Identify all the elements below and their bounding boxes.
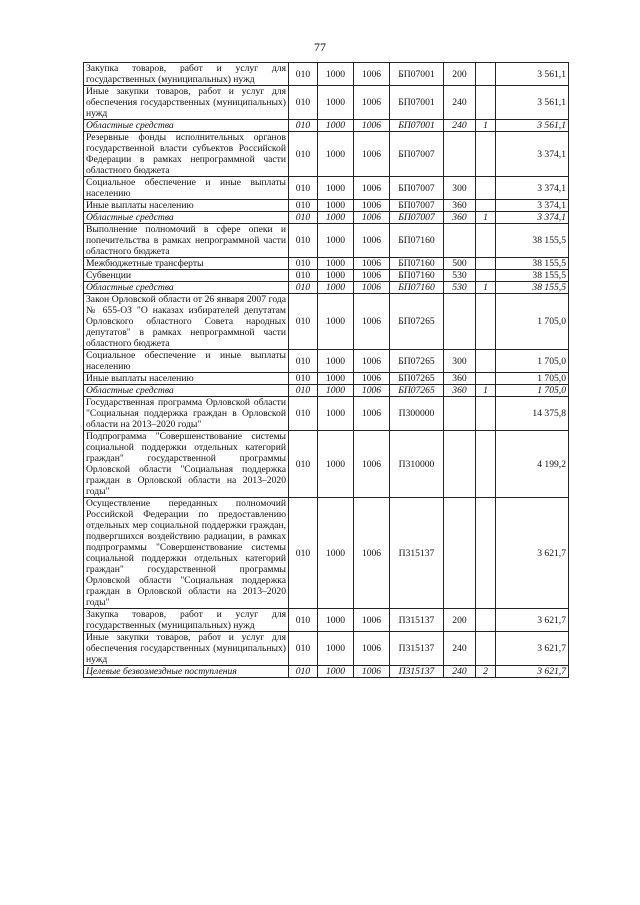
amount: 1 705,0 [496,373,569,385]
amount: 38 155,5 [496,282,569,294]
section-code: 1000 [318,385,354,397]
row-name: Иные закупки товаров, работ и услуг для обеспечения государственных (муниципальных) нужд [84,86,289,120]
expense-type-code: 240 [444,666,476,678]
expense-type-code [444,132,476,177]
expense-type-code: 300 [444,177,476,200]
expense-type-code: 200 [444,609,476,632]
table-row [84,373,569,385]
funding-source-code [476,632,496,666]
funding-source-code [476,258,496,270]
table-row [84,385,569,397]
amount: 3 621,7 [496,632,569,666]
table-row [84,200,569,212]
row-name: Иные выплаты населению [84,373,289,385]
row-name: Иные закупки товаров, работ и услуг для обеспечения государственных (муниципальных) нужд [84,632,289,666]
funding-source-code [476,609,496,632]
expense-type-code [444,397,476,431]
target-article-code: БП07007 [390,200,444,212]
section-code: 1000 [318,294,354,350]
row-name: Субвенции [84,270,289,282]
section-code: 1000 [318,86,354,120]
amount: 3 374,1 [496,132,569,177]
funding-source-code [476,397,496,431]
section-code: 1000 [318,63,354,86]
expense-type-code: 530 [444,270,476,282]
target-article-code: БП07160 [390,224,444,258]
row-name: Закон Орловской области от 26 января 2007 года № 655-ОЗ "О наказах избирателей депутатам Орловского областного Совета народных депутатов" в рамках непрограммной части областного бюджета [84,294,289,350]
row-name: Осуществление переданных полномочий Российской Федерации по предоставлению отдельных мер социальной поддержки граждан, подвергшихся воздействию радиации, в рамках подпрограммы "Совершенствование системы социальной поддержки отдельных категорий граждан" государственной программы Орловской области "Социальная поддержка граждан в Орловской области на 2013–2020 годы" [84,498,289,609]
funding-source-code [476,350,496,373]
expense-type-code [444,498,476,609]
target-article-code: П315137 [390,632,444,666]
target-article-code: БП07160 [390,270,444,282]
funding-source-code [476,270,496,282]
ministry-code: 010 [289,63,318,86]
ministry-code: 010 [289,350,318,373]
row-name: Закупка товаров, работ и услуг для государственных (муниципальных) нужд [84,609,289,632]
amount: 3 561,1 [496,86,569,120]
table-row [84,86,569,120]
budget-table [83,62,569,678]
expense-type-code: 360 [444,212,476,224]
section-code: 1000 [318,200,354,212]
subsection-code: 1006 [354,294,390,350]
section-code: 1000 [318,632,354,666]
table-row [84,270,569,282]
row-name: Выполнение полномочий в сфере опеки и попечительства в рамках непрограммной части областного бюджета [84,224,289,258]
table-row [84,397,569,431]
target-article-code: БП07001 [390,86,444,120]
row-name: Социальное обеспечение и иные выплаты населению [84,177,289,200]
target-article-code: БП07160 [390,258,444,270]
funding-source-code [476,63,496,86]
target-article-code: БП07265 [390,294,444,350]
subsection-code: 1006 [354,282,390,294]
funding-source-code [476,86,496,120]
subsection-code: 1006 [354,397,390,431]
target-article-code: П315137 [390,498,444,609]
expense-type-code: 240 [444,120,476,132]
ministry-code: 010 [289,632,318,666]
table-row [84,63,569,86]
target-article-code: БП07160 [390,282,444,294]
amount: 1 705,0 [496,294,569,350]
expense-type-code: 300 [444,350,476,373]
table-row [84,120,569,132]
subsection-code: 1006 [354,431,390,498]
amount: 38 155,5 [496,270,569,282]
amount: 3 621,7 [496,666,569,678]
amount: 4 199,2 [496,431,569,498]
table-row [84,431,569,498]
section-code: 1000 [318,132,354,177]
target-article-code: БП07007 [390,132,444,177]
target-article-code: БП07007 [390,212,444,224]
funding-source-code [476,294,496,350]
section-code: 1000 [318,350,354,373]
section-code: 1000 [318,224,354,258]
expense-type-code: 360 [444,200,476,212]
row-name: Социальное обеспечение и иные выплаты населению [84,350,289,373]
section-code: 1000 [318,609,354,632]
target-article-code: П310000 [390,431,444,498]
funding-source-code [476,224,496,258]
target-article-code: БП07001 [390,120,444,132]
table-row [84,212,569,224]
ministry-code: 010 [289,270,318,282]
target-article-code: БП07007 [390,177,444,200]
expense-type-code: 200 [444,63,476,86]
amount: 3 621,7 [496,498,569,609]
subsection-code: 1006 [354,212,390,224]
section-code: 1000 [318,270,354,282]
section-code: 1000 [318,666,354,678]
expense-type-code: 500 [444,258,476,270]
row-name: Подпрограмма "Совершенствование системы социальной поддержки отдельных категорий граждан" государственной программы Орловской области "Социальная поддержка граждан в Орловской области на 2013–2020 годы" [84,431,289,498]
amount: 38 155,5 [496,224,569,258]
row-name: Иные выплаты населению [84,200,289,212]
section-code: 1000 [318,397,354,431]
ministry-code: 010 [289,498,318,609]
funding-source-code [476,373,496,385]
ministry-code: 010 [289,282,318,294]
table-row [84,294,569,350]
funding-source-code [476,498,496,609]
amount: 3 561,1 [496,63,569,86]
subsection-code: 1006 [354,666,390,678]
expense-type-code: 530 [444,282,476,294]
funding-source-code: 1 [476,212,496,224]
expense-type-code: 240 [444,632,476,666]
table-row [84,632,569,666]
section-code: 1000 [318,373,354,385]
target-article-code: П300000 [390,397,444,431]
target-article-code: БП07265 [390,385,444,397]
amount: 3 374,1 [496,200,569,212]
row-name: Областные средства [84,385,289,397]
target-article-code: П315137 [390,666,444,678]
row-name: Закупка товаров, работ и услуг для государственных (муниципальных) нужд [84,63,289,86]
amount: 1 705,0 [496,350,569,373]
table-row [84,350,569,373]
table-row [84,498,569,609]
subsection-code: 1006 [354,373,390,385]
amount: 1 705,0 [496,385,569,397]
page-number: 77 [314,40,326,54]
table-row [84,224,569,258]
expense-type-code [444,224,476,258]
table-row [84,177,569,200]
amount: 3 374,1 [496,177,569,200]
amount: 3 621,7 [496,609,569,632]
subsection-code: 1006 [354,350,390,373]
expense-type-code: 360 [444,373,476,385]
ministry-code: 010 [289,132,318,177]
ministry-code: 010 [289,373,318,385]
amount: 14 375,8 [496,397,569,431]
ministry-code: 010 [289,86,318,120]
section-code: 1000 [318,212,354,224]
ministry-code: 010 [289,200,318,212]
ministry-code: 010 [289,431,318,498]
section-code: 1000 [318,498,354,609]
ministry-code: 010 [289,294,318,350]
ministry-code: 010 [289,224,318,258]
ministry-code: 010 [289,385,318,397]
subsection-code: 1006 [354,86,390,120]
ministry-code: 010 [289,212,318,224]
ministry-code: 010 [289,397,318,431]
section-code: 1000 [318,120,354,132]
row-name: Резервные фонды исполнительных органов государственной власти субъектов Российской Федерации в рамках непрограммной части областного бюджета [84,132,289,177]
ministry-code: 010 [289,258,318,270]
table-row [84,609,569,632]
table-body [84,63,569,678]
expense-type-code [444,294,476,350]
amount: 3 374,1 [496,212,569,224]
subsection-code: 1006 [354,63,390,86]
subsection-code: 1006 [354,200,390,212]
subsection-code: 1006 [354,177,390,200]
ministry-code: 010 [289,120,318,132]
subsection-code: 1006 [354,120,390,132]
subsection-code: 1006 [354,258,390,270]
funding-source-code [476,132,496,177]
subsection-code: 1006 [354,632,390,666]
table-row [84,666,569,678]
expense-type-code [444,431,476,498]
subsection-code: 1006 [354,270,390,282]
subsection-code: 1006 [354,609,390,632]
target-article-code: БП07265 [390,373,444,385]
row-name: Областные средства [84,282,289,294]
ministry-code: 010 [289,609,318,632]
row-name: Целевые безвозмездные поступления [84,666,289,678]
row-name: Областные средства [84,212,289,224]
ministry-code: 010 [289,666,318,678]
section-code: 1000 [318,282,354,294]
table-row [84,282,569,294]
target-article-code: БП07265 [390,350,444,373]
subsection-code: 1006 [354,132,390,177]
row-name: Областные средства [84,120,289,132]
ministry-code: 010 [289,177,318,200]
funding-source-code [476,431,496,498]
section-code: 1000 [318,431,354,498]
amount: 38 155,5 [496,258,569,270]
row-name: Государственная программа Орловской области "Социальная поддержка граждан в Орловской области на 2013–2020 годы" [84,397,289,431]
table-row [84,258,569,270]
subsection-code: 1006 [354,224,390,258]
funding-source-code: 1 [476,282,496,294]
row-name: Межбюджетные трансферты [84,258,289,270]
expense-type-code: 360 [444,385,476,397]
funding-source-code: 1 [476,120,496,132]
subsection-code: 1006 [354,385,390,397]
target-article-code: БП07001 [390,63,444,86]
funding-source-code [476,200,496,212]
table-row [84,132,569,177]
funding-source-code: 1 [476,385,496,397]
section-code: 1000 [318,177,354,200]
funding-source-code: 2 [476,666,496,678]
subsection-code: 1006 [354,498,390,609]
amount: 3 561,1 [496,120,569,132]
target-article-code: П315137 [390,609,444,632]
funding-source-code [476,177,496,200]
expense-type-code: 240 [444,86,476,120]
section-code: 1000 [318,258,354,270]
